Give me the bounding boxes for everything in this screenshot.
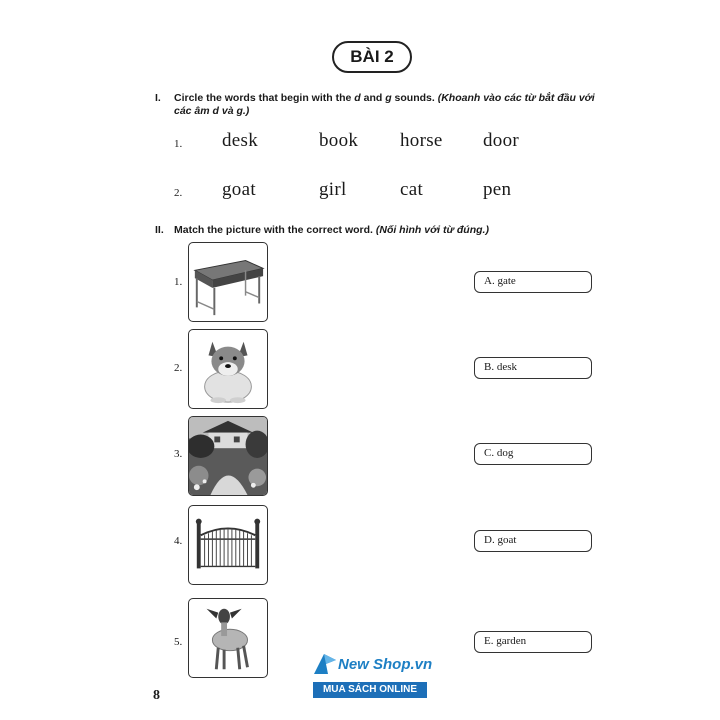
word-desk[interactable]: desk [222, 130, 259, 151]
answer-goat[interactable]: D. goat [474, 530, 592, 552]
section-1-instruction: Circle the words that begin with the d and g sounds. (Khoanh vào các từ bắt đầu với các âm d và g.) [174, 92, 595, 117]
answer-gate[interactable]: A. gate [474, 271, 592, 293]
picture-5-number: 5. [174, 636, 183, 648]
section-1-vietnamese-2: các âm d và g.) [174, 105, 250, 117]
word-door[interactable]: door [483, 130, 520, 151]
newshop-brand: New Shop.vn [338, 656, 433, 673]
picture-4-number: 4. [174, 535, 183, 547]
page-number: 8 [153, 688, 160, 703]
lesson-title: BÀI 2 [332, 41, 412, 73]
word-girl[interactable]: girl [319, 179, 347, 200]
picture-2-number: 2. [174, 362, 183, 374]
newshop-tagline: MUA SÁCH ONLINE [313, 682, 427, 698]
answer-desk[interactable]: B. desk [474, 357, 592, 379]
section-2-vietnamese: (Nối hình với từ đúng.) [375, 224, 489, 236]
section-2-instruction: Match the picture with the correct word. (Nối hình với từ đúng.) [174, 224, 489, 236]
picture-1-number: 1. [174, 276, 183, 288]
dog-picture[interactable] [188, 329, 268, 409]
answer-garden[interactable]: E. garden [474, 631, 592, 653]
word-book[interactable]: book [319, 130, 359, 151]
letter-g: g [385, 92, 392, 104]
goat-picture[interactable] [188, 598, 268, 678]
newshop-logo-icon [312, 652, 338, 681]
section-2-roman: II. [155, 224, 164, 236]
word-cat[interactable]: cat [400, 179, 424, 200]
row-1-number: 1. [174, 138, 183, 150]
answer-dog[interactable]: C. dog [474, 443, 592, 465]
gate-picture[interactable] [188, 505, 268, 585]
section-1-vietnamese-1: (Khoanh vào các từ bắt đầu với [437, 92, 595, 104]
picture-3-number: 3. [174, 448, 183, 460]
word-horse[interactable]: horse [400, 130, 443, 151]
desk-picture[interactable] [188, 242, 268, 322]
word-goat[interactable]: goat [222, 179, 256, 200]
letter-d: d [354, 92, 361, 104]
word-pen[interactable]: pen [483, 179, 512, 200]
section-1-roman: I. [155, 92, 161, 104]
row-2-number: 2. [174, 187, 183, 199]
garden-picture[interactable] [188, 416, 268, 496]
